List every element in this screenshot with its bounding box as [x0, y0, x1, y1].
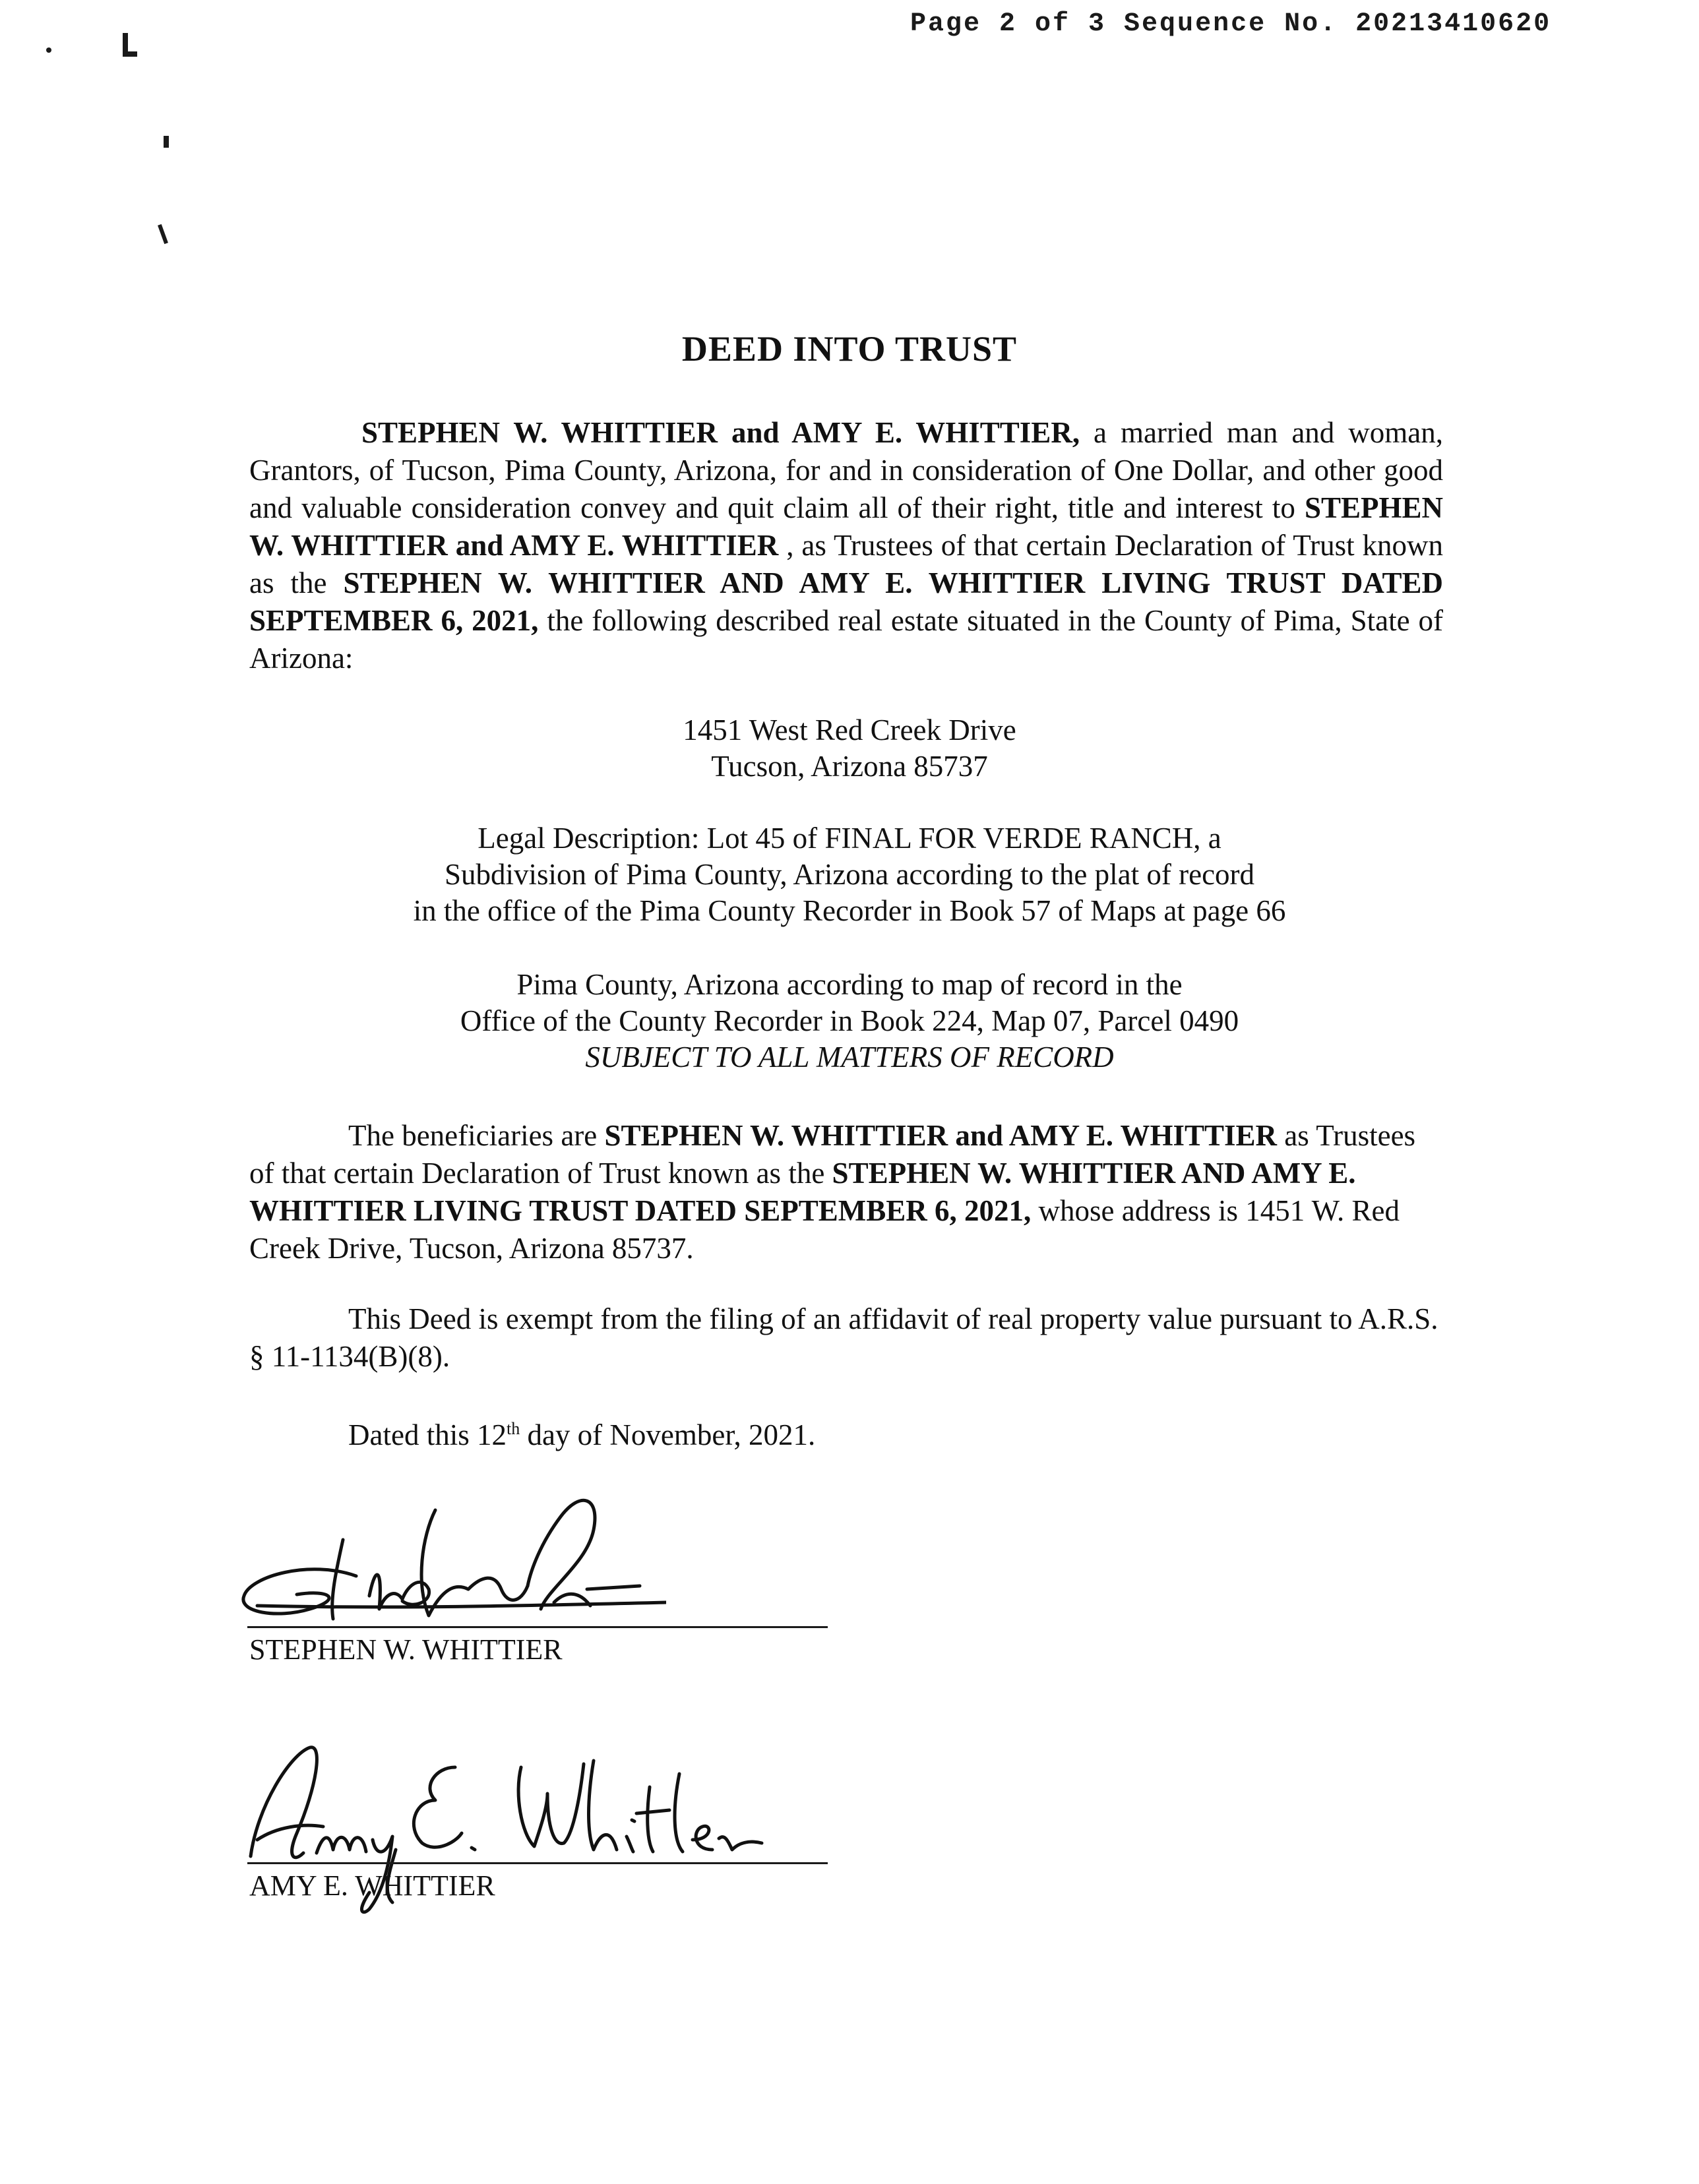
exemption-paragraph: This Deed is exempt from the filing of an affidavit of real property value pursuant to A.R.S. § 11-1134(B)(8).: [249, 1302, 1438, 1373]
dated-prefix: Dated this 12: [348, 1418, 507, 1451]
dated-line: [249, 1416, 1443, 1454]
beneficiaries-trust-name: STEPHEN W. WHITTIER AND AMY E. WHITTIER LIVING TRUST DATED SEPTEMBER 6, 2021,: [249, 1157, 1356, 1227]
page-header: Page 2 of 3 Sequence No. 20213410620: [910, 9, 1552, 39]
record-line-1: Pima County, Arizona according to map of record in the: [516, 968, 1183, 1001]
dated-rest: day of November, 2021.: [520, 1418, 816, 1451]
legal-description: [198, 820, 1501, 929]
scan-speck: [46, 47, 51, 53]
address-line-2: Tucson, Arizona 85737: [711, 750, 988, 783]
trustees-names: STEPHEN W. WHITTIER and AMY E. WHITTIER: [249, 491, 1443, 562]
grant-text-c: the following described real estate situated in the County of Pima, State of Arizona:: [249, 604, 1444, 675]
legal-line-1: Legal Description: Lot 45 of FINAL FOR VERDE RANCH, a: [478, 822, 1221, 855]
legal-line-3: in the office of the Pima County Recorder in Book 57 of Maps at page 66: [413, 894, 1286, 927]
address-line-1: 1451 West Red Creek Drive: [683, 713, 1016, 746]
signer-name-2: AMY E. WHITTIER: [249, 1869, 495, 1902]
grant-text-b: , as Trustees of that certain Declaration of Trust known as the: [249, 529, 1444, 599]
stephen-signature: [231, 1477, 666, 1635]
beneficiaries-text-c: whose address is 1451 W. Red Creek Drive, Tucson, Arizona 85737.: [249, 1194, 1400, 1265]
record-reference: [198, 967, 1501, 1076]
dated-suffix: th: [506, 1419, 520, 1438]
scan-speck: [164, 136, 169, 148]
beneficiaries-paragraph: [249, 1117, 1443, 1267]
grant-paragraph: [249, 414, 1443, 677]
beneficiaries-names: STEPHEN W. WHITTIER and AMY E. WHITTIER: [604, 1119, 1278, 1152]
record-line-2: Office of the County Recorder in Book 224, Map 07, Parcel 0490: [460, 1004, 1239, 1037]
property-address: [198, 712, 1501, 785]
legal-line-2: Subdivision of Pima County, Arizona according to the plat of record: [444, 858, 1255, 891]
beneficiaries-text-a: The beneficiaries are: [348, 1119, 605, 1152]
scan-speck: [158, 224, 168, 244]
document-title: DEED INTO TRUST: [681, 329, 1018, 369]
record-line-3: SUBJECT TO ALL MATTERS OF RECORD: [585, 1041, 1114, 1074]
signer-name-1: STEPHEN W. WHITTIER: [249, 1633, 563, 1666]
grantors-names: STEPHEN W. WHITTIER and AMY E. WHITTIER,: [361, 416, 1080, 449]
scan-speck: [123, 51, 137, 57]
grant-text-a: a married man and woman, Grantors, of Tucson, Pima County, Arizona, for and in consideration of One Dollar, and other good and valuable consideration convey and quit claim all of their right, title and interest to: [249, 416, 1443, 524]
signature-line-2: [247, 1862, 828, 1864]
beneficiaries-text-b: as Trustees of that certain Declaration of Trust known as the: [249, 1119, 1416, 1190]
signature-line-1: [247, 1626, 828, 1628]
trust-name: STEPHEN W. WHITTIER AND AMY E. WHITTIER LIVING TRUST DATED SEPTEMBER 6, 2021,: [249, 566, 1444, 637]
